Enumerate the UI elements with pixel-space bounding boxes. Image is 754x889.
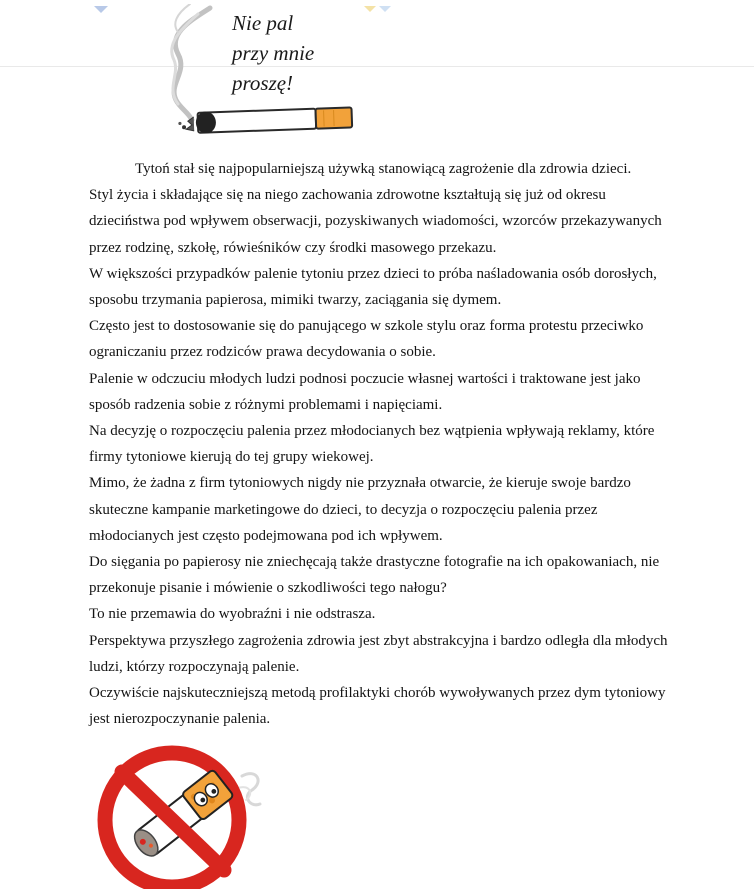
triangle-marker-icon bbox=[94, 6, 108, 14]
paragraph: To nie przemawia do wyobraźni i nie odstrasza. bbox=[89, 606, 376, 623]
header-title-line: Nie pal bbox=[232, 11, 294, 35]
article-body bbox=[89, 156, 679, 732]
paragraph: Często jest to dostosowanie się do panującego w szkole stylu oraz forma protestu przeciwko ograniczaniu przez rodziców prawa decydowania o sobie. bbox=[89, 318, 644, 361]
paragraph: W większości przypadków palenie tytoniu przez dzieci to próba naśladowania osób dorosłych, sposobu trzymania papierosa, mimiki twarzy, zaciągania się dymem. bbox=[89, 265, 657, 309]
header-title bbox=[232, 8, 352, 98]
header-title-line: przy mnie bbox=[232, 41, 315, 65]
paragraph: Palenie w odczuciu młodych ludzi podnosi poczucie własnej wartości i traktowane jest jako sposób radzenia sobie z różnymi problemami i napięciami. bbox=[89, 370, 641, 413]
no-smoking-icon bbox=[92, 738, 272, 889]
header-title-line: proszę! bbox=[232, 71, 294, 95]
paragraph: Tytoń stał się najpopularniejszą używką stanowiącą zagrożenie dla zdrowia dzieci. bbox=[135, 161, 632, 177]
triangle-marker-icon bbox=[364, 6, 392, 14]
paragraph: Mimo, że żadna z firm tytoniowych nigdy nie przyznała otwarcie, że kieruje swoje bardzo skuteczne kampanie marketingowe do dzieci, to decyzja o rozpoczęciu palenia przez młodocianych jest często podejmowana pod ich wpływem. bbox=[89, 475, 631, 544]
paragraph: Do sięgania po papierosy nie zniechęcają także drastyczne fotografie na ich opakowaniach, nie przekonuje pisanie i mówienie o szkodliwości tego nałogu? bbox=[89, 554, 660, 597]
paragraph: Oczywiście najskuteczniejszą metodą profilaktyki chorób wywoływanych przez dym tytoniowy jest nierozpoczynanie palenia. bbox=[89, 685, 666, 728]
page-top-rule bbox=[0, 66, 754, 67]
paragraph: Na decyzję o rozpoczęciu palenia przez młodocianych bez wątpienia wpływają reklamy, które firmy tytoniowe kierują do tej grupy wiekowej. bbox=[89, 423, 655, 466]
paragraph: Styl życia i składające się na niego zachowania zdrowotne kształtują się już od okresu dzieciństwa pod wpływem obserwacji, pozyskiwanych wiadomości, wzorców przekazywanych przez rodzinę, szkołę, rówieśników czy środki masowego przekazu. bbox=[89, 187, 662, 256]
paragraph: Perspektywa przyszłego zagrożenia zdrowia jest zbyt abstrakcyjna i bardzo odległa dla młodych ludzi, którzy rozpoczynają palenie. bbox=[89, 632, 668, 675]
